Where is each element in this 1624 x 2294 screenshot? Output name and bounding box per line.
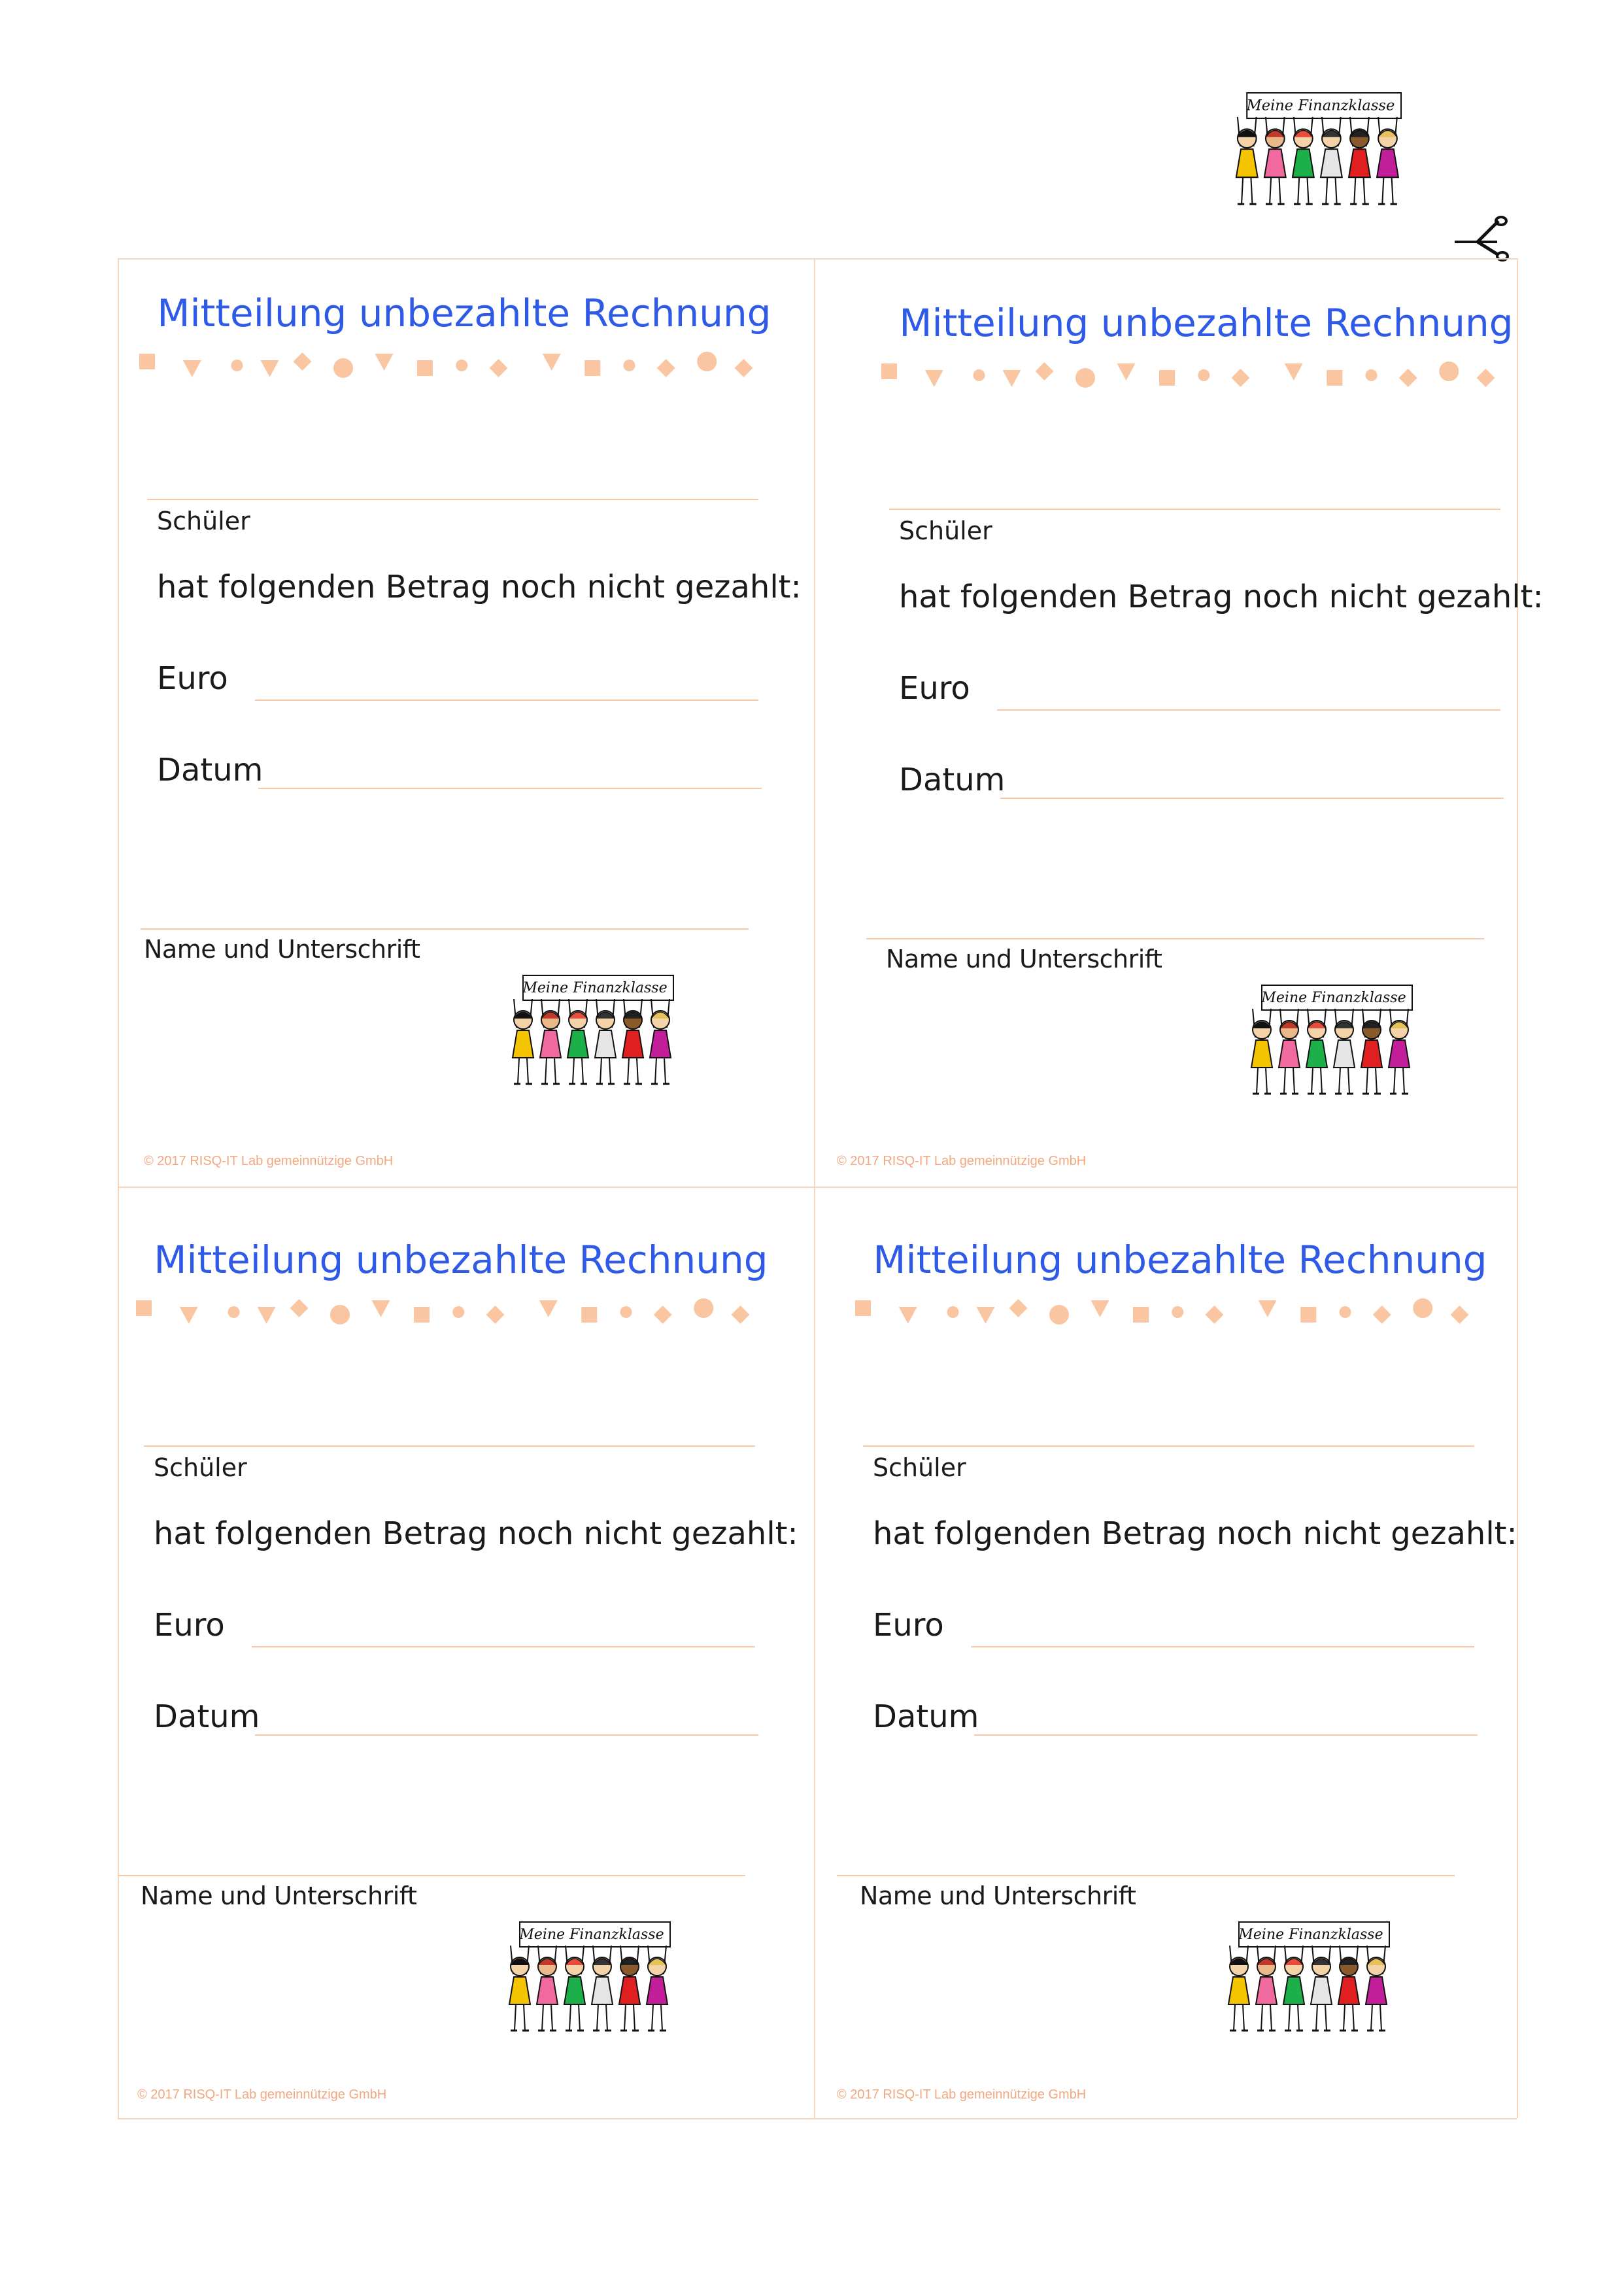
logo-kid-figure-part <box>1298 177 1299 204</box>
decoration-shape <box>139 354 155 369</box>
logo-kid-figure-part <box>509 1977 530 2004</box>
copyright-text: © 2017 RISQ-IT Lab gemeinnützige GmbH <box>137 2087 387 2102</box>
decoration-shape <box>261 360 279 377</box>
decoration-shape <box>654 1306 672 1324</box>
euro-label: Euro <box>154 1607 225 1644</box>
decoration-shape <box>290 1299 309 1317</box>
euro-amount-line[interactable] <box>252 1646 755 1647</box>
decoration-shape <box>584 360 600 376</box>
decoration-shape <box>1198 369 1210 381</box>
decoration-shape <box>1300 1307 1316 1323</box>
decoration-shape <box>925 370 943 387</box>
decoration-shape <box>231 360 243 371</box>
logo-kid-figure-part <box>1376 1068 1377 1094</box>
decoration-shape <box>1259 1300 1277 1317</box>
student-label: Schüler <box>899 516 992 545</box>
logo-kid-figure-part <box>540 1030 561 1058</box>
logo-kid-figure-part <box>1257 1068 1258 1094</box>
logo-kid-figure-part <box>1270 2004 1272 2031</box>
decoration-shape <box>1439 362 1459 381</box>
signature-line[interactable] <box>141 928 749 930</box>
logo-kid-figure-part <box>1389 1040 1410 1068</box>
logo-kid-figure-part <box>1293 1068 1294 1094</box>
copyright-text: © 2017 RISQ-IT Lab gemeinnützige GmbH <box>837 1154 1087 1168</box>
decoration-shape <box>1009 1299 1028 1317</box>
kids-sign-logo <box>484 1921 700 2051</box>
decoration-shape <box>1340 1306 1351 1318</box>
logo-kid-figure-part <box>619 1977 640 2004</box>
logo-kid-figure-part <box>1377 149 1398 177</box>
logo-sign-text: Meine Finanzklasse <box>522 980 668 996</box>
logo-sign-text: Meine Finanzklasse <box>1246 97 1395 114</box>
logo-kid-figure-part <box>1364 177 1365 204</box>
logo-sign-text: Meine Finanzklasse <box>1261 990 1406 1006</box>
decoration-shape <box>1451 1306 1469 1324</box>
date-line[interactable] <box>255 1734 758 1736</box>
kids-sign-logo <box>487 974 703 1105</box>
decoration-shape <box>1172 1306 1183 1318</box>
logo-kid-figure-part <box>1326 177 1327 204</box>
decoration-shape <box>657 359 675 377</box>
logo-kid-figure-part <box>1293 149 1314 177</box>
logo-kid-figure-part <box>1236 149 1258 177</box>
decoration-shape <box>881 363 897 379</box>
logo-kid-figure-part <box>545 1058 547 1084</box>
logo-kid-figure-part <box>1371 2004 1372 2031</box>
shape-decoration <box>847 1290 1500 1336</box>
date-label: Datum <box>899 762 1006 798</box>
logo-kid-figure-part <box>624 2004 626 2031</box>
logo-kid-figure-part <box>1394 1068 1395 1094</box>
logo-kid-figure-part <box>595 1030 616 1058</box>
euro-label: Euro <box>899 670 970 707</box>
shape-decoration <box>127 1290 781 1336</box>
signature-line[interactable] <box>118 1875 745 1876</box>
decoration-shape <box>624 360 635 371</box>
logo-kid-figure-part <box>1349 149 1370 177</box>
decoration-shape <box>973 369 985 381</box>
decoration-shape <box>294 352 312 371</box>
logo-sign-text: Meine Finanzklasse <box>1238 1927 1383 1943</box>
logo-kid-figure-part <box>513 1030 533 1058</box>
kids-sign-logo <box>1226 984 1442 1115</box>
student-name-line[interactable] <box>889 509 1500 510</box>
logo-kid-figure-part <box>606 2004 607 2031</box>
decoration-shape <box>375 354 394 371</box>
euro-amount-line[interactable] <box>971 1646 1474 1647</box>
student-name-line[interactable] <box>863 1445 1474 1447</box>
signature-label: Name und Unterschrift <box>141 1881 417 1910</box>
decoration-shape <box>543 354 561 371</box>
decoration-shape <box>735 359 753 377</box>
decoration-shape <box>1477 369 1495 387</box>
invoice-notice-card-4 <box>837 1238 1540 2153</box>
decoration-shape <box>581 1307 597 1323</box>
statement-text: hat folgenden Betrag noch nicht gezahlt: <box>873 1515 1517 1552</box>
euro-label: Euro <box>157 660 228 697</box>
date-line[interactable] <box>258 788 762 789</box>
student-name-line[interactable] <box>144 1445 755 1447</box>
decoration-shape <box>372 1300 390 1317</box>
decoration-shape <box>694 1298 713 1318</box>
logo-kid-figure-part <box>1354 177 1355 204</box>
logo-kid-figure-part <box>1234 2004 1235 2031</box>
kids-sign-logo-top <box>1196 92 1445 226</box>
logo-kid-figure-part <box>1251 1040 1272 1068</box>
signature-label: Name und Unterschrift <box>144 935 420 964</box>
decoration-shape <box>452 1306 464 1318</box>
logo-kid-figure-part <box>592 1977 613 2004</box>
signature-label: Name und Unterschrift <box>860 1881 1136 1910</box>
logo-kid-figure-part <box>1251 177 1252 204</box>
logo-kid-figure-part <box>1344 2004 1345 2031</box>
logo-kid-figure-part <box>1279 177 1280 204</box>
card-title: Mitteilung unbezahlte Rechnung <box>154 1238 768 1282</box>
euro-amount-line[interactable] <box>255 700 758 701</box>
logo-kid-figure-part <box>1283 1977 1304 2004</box>
logo-kid-figure-part <box>527 1058 528 1084</box>
decoration-shape <box>1366 369 1378 381</box>
signature-line[interactable] <box>837 1875 1455 1876</box>
logo-kid-figure-part <box>1366 1977 1387 2004</box>
logo-kid-figure-part <box>628 1058 629 1084</box>
signature-label: Name und Unterschrift <box>886 945 1162 973</box>
logo-kid-figure-part <box>1334 1040 1355 1068</box>
logo-kid-figure-part <box>1279 1040 1300 1068</box>
date-label: Datum <box>154 1698 260 1735</box>
date-label: Datum <box>157 752 263 788</box>
logo-kid-figure-part <box>1261 2004 1262 2031</box>
decoration-shape <box>456 360 467 371</box>
statement-text: hat folgenden Betrag noch nicht gezahlt: <box>157 569 802 605</box>
logo-kid-figure-part <box>551 2004 552 2031</box>
logo-kid-figure-part <box>1361 1040 1382 1068</box>
logo-kid-figure-part <box>600 1058 601 1084</box>
statement-text: hat folgenden Betrag noch nicht gezahlt: <box>154 1515 798 1552</box>
logo-kid-figure-part <box>567 1030 588 1058</box>
decoration-shape <box>180 1307 198 1324</box>
logo-kid-figure-part <box>1321 1068 1322 1094</box>
decoration-shape <box>183 360 201 377</box>
decoration-shape <box>1413 1298 1432 1318</box>
logo-kid-figure-part <box>637 1058 638 1084</box>
decoration-shape <box>1327 370 1342 386</box>
logo-kid-figure-part <box>1348 1068 1349 1094</box>
cut-line-top <box>118 258 1517 260</box>
decoration-shape <box>899 1307 917 1324</box>
logo-kid-figure-part <box>1316 2004 1317 2031</box>
decoration-shape <box>228 1306 240 1318</box>
logo-kid-figure-part <box>1289 2004 1290 2031</box>
logo-kid-figure-part <box>542 2004 543 2031</box>
logo-kid-figure-part <box>652 2004 653 2031</box>
decoration-shape <box>1036 362 1054 380</box>
decoration-shape <box>1003 370 1021 387</box>
decoration-shape <box>1206 1306 1224 1324</box>
date-line[interactable] <box>1000 798 1504 799</box>
decoration-shape <box>136 1300 152 1316</box>
logo-kid-figure-part <box>1270 177 1271 204</box>
logo-kid-figure-part <box>1311 1977 1332 2004</box>
logo-kid-figure-part <box>1308 177 1309 204</box>
logo-kid-figure-part <box>1311 1068 1313 1094</box>
decoration-shape <box>1373 1306 1391 1324</box>
decoration-shape <box>333 358 353 378</box>
decoration-shape <box>490 359 508 377</box>
logo-kid-figure-part <box>1336 177 1337 204</box>
decoration-shape <box>258 1307 276 1324</box>
logo-kid-figure-part <box>515 2004 516 2031</box>
logo-kid-figure-part <box>664 1058 666 1084</box>
scissors-icon <box>1451 216 1510 268</box>
decoration-shape <box>1232 369 1250 387</box>
cut-line-left <box>118 258 119 2118</box>
decoration-shape <box>539 1300 558 1317</box>
decoration-shape <box>1091 1300 1109 1317</box>
student-label: Schüler <box>154 1453 247 1482</box>
logo-kid-figure-part <box>582 1058 583 1084</box>
student-name-line[interactable] <box>147 499 758 500</box>
logo-kid-figure-part <box>1338 1977 1359 2004</box>
logo-kid-figure-part <box>569 2004 571 2031</box>
logo-kid-figure-part <box>1321 149 1342 177</box>
shape-decoration <box>873 353 1527 399</box>
decoration-shape <box>947 1306 959 1318</box>
logo-kid-figure-part <box>1325 2004 1327 2031</box>
card-title: Mitteilung unbezahlte Rechnung <box>873 1238 1487 1282</box>
decoration-shape <box>417 360 433 376</box>
logo-kid-figure-part <box>524 2004 525 2031</box>
logo-kid-figure-part <box>634 2004 635 2031</box>
student-label: Schüler <box>157 507 250 535</box>
logo-kid-figure-part <box>1392 177 1393 204</box>
logo-kid-figure-part <box>1306 1040 1327 1068</box>
decoration-shape <box>977 1307 995 1324</box>
card-title: Mitteilung unbezahlte Rechnung <box>899 301 1514 345</box>
decoration-shape <box>855 1300 871 1316</box>
logo-kid-figure-part <box>647 1977 668 2004</box>
logo-kid-figure-part <box>1264 149 1286 177</box>
logo-kid-figure-part <box>537 1977 558 2004</box>
decoration-shape <box>1049 1305 1069 1324</box>
kids-sign-logo <box>1203 1921 1419 2051</box>
logo-kid-figure-part <box>1284 1068 1285 1094</box>
euro-label: Euro <box>873 1607 944 1644</box>
logo-kid-figure-part <box>1242 177 1243 204</box>
decoration-shape <box>1159 370 1175 386</box>
logo-kid-figure-part <box>655 1058 656 1084</box>
invoice-notice-card-1 <box>137 291 824 1206</box>
invoice-notice-card-2 <box>837 301 1566 1216</box>
decoration-shape <box>414 1307 430 1323</box>
logo-kid-figure-part <box>1243 2004 1244 2031</box>
logo-kid-figure-part <box>579 2004 580 2031</box>
decoration-shape <box>1133 1307 1149 1323</box>
logo-kid-figure-part <box>661 2004 662 2031</box>
logo-sign-text: Meine Finanzklasse <box>519 1927 664 1943</box>
logo-kid-figure-part <box>1382 177 1383 204</box>
decoration-shape <box>330 1305 350 1324</box>
logo-kid-figure-part <box>1339 1068 1340 1094</box>
logo-kid-figure-part <box>597 2004 598 2031</box>
logo-kid-figure-part <box>1380 2004 1381 2031</box>
signature-line[interactable] <box>866 938 1484 939</box>
student-label: Schüler <box>873 1453 966 1482</box>
date-label: Datum <box>873 1698 979 1735</box>
logo-kid-figure-part <box>1266 1068 1267 1094</box>
logo-kid-figure-part <box>609 1058 611 1084</box>
logo-kid-figure-part <box>554 1058 556 1084</box>
statement-text: hat folgenden Betrag noch nicht gezahlt: <box>899 579 1544 615</box>
logo-kid-figure-part <box>1403 1068 1404 1094</box>
logo-kid-figure-part <box>1353 2004 1354 2031</box>
invoice-notice-card-3 <box>134 1238 820 2153</box>
copyright-text: © 2017 RISQ-IT Lab gemeinnützige GmbH <box>837 2087 1087 2102</box>
date-line[interactable] <box>974 1734 1478 1736</box>
logo-kid-figure-part <box>622 1030 643 1058</box>
decoration-shape <box>1075 368 1095 388</box>
decoration-shape <box>732 1306 750 1324</box>
logo-kid-figure-part <box>650 1030 671 1058</box>
euro-amount-line[interactable] <box>997 709 1500 711</box>
card-title: Mitteilung unbezahlte Rechnung <box>157 291 771 335</box>
logo-kid-figure-part <box>564 1977 585 2004</box>
decoration-shape <box>486 1306 505 1324</box>
logo-kid-figure-part <box>1228 1977 1249 2004</box>
logo-kid-figure-part <box>1366 1068 1368 1094</box>
shape-decoration <box>131 343 785 389</box>
logo-kid-figure-part <box>1256 1977 1277 2004</box>
logo-kid-figure-part <box>1298 2004 1299 2031</box>
logo-kid-figure-part <box>518 1058 519 1084</box>
decoration-shape <box>620 1306 632 1318</box>
logo-kid-figure-part <box>573 1058 574 1084</box>
decoration-shape <box>1399 369 1417 387</box>
decoration-shape <box>697 352 717 371</box>
copyright-text: © 2017 RISQ-IT Lab gemeinnützige GmbH <box>144 1154 394 1168</box>
decoration-shape <box>1117 363 1136 380</box>
decoration-shape <box>1285 363 1303 380</box>
